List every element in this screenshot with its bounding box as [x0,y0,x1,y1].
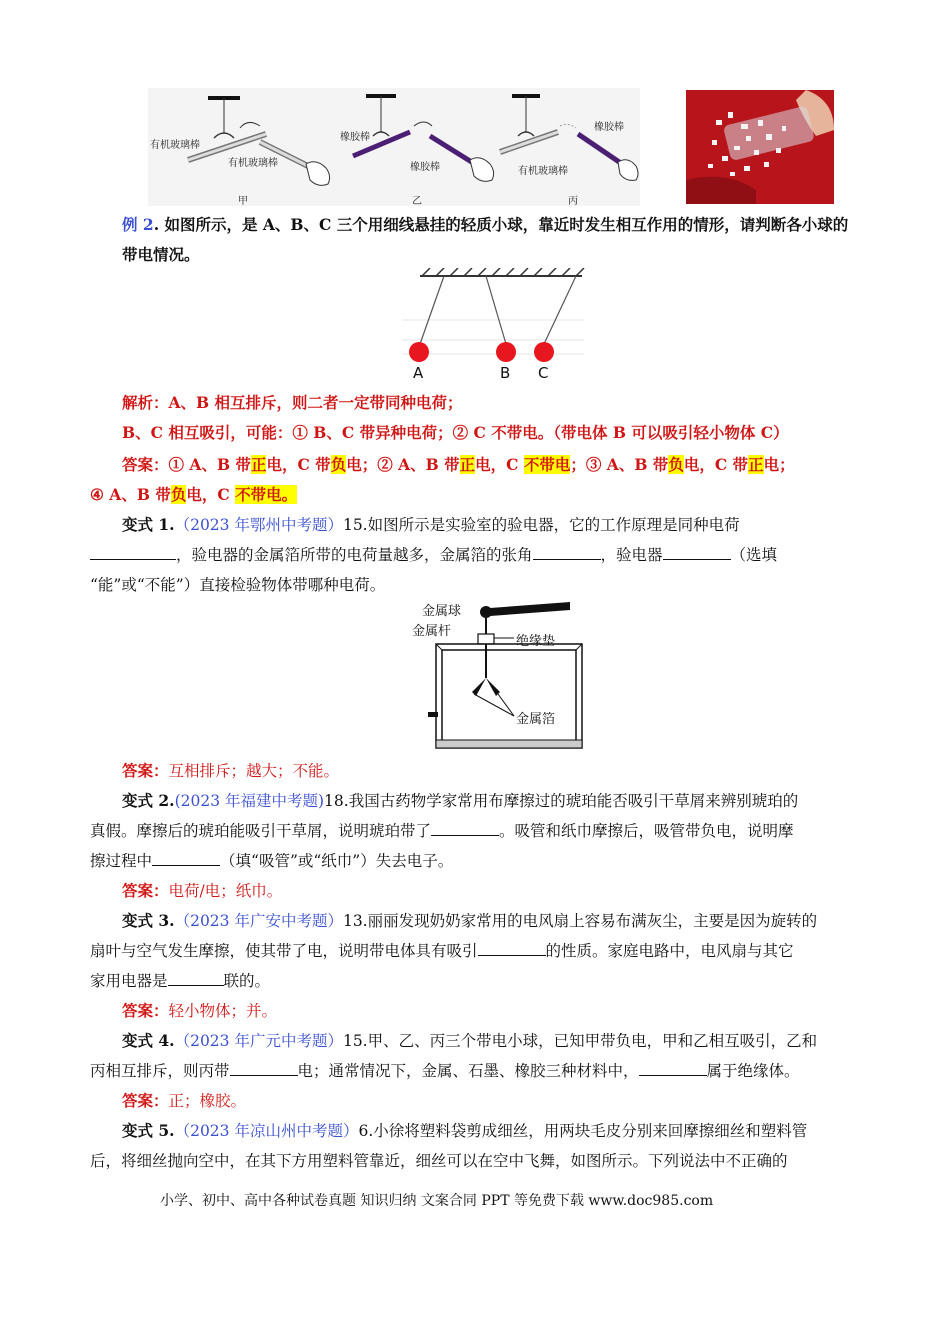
variant4-line1: 变式 4.（2023 年广元中考题）15.甲、乙、丙三个带电小球，已知甲带负电，甲和乙相互吸引，乙和 [122,1031,818,1050]
blank-1[interactable] [90,541,176,560]
blank-2[interactable] [533,541,601,560]
rods-figure [148,88,640,206]
label-metal-rod: 金属杆 [412,624,452,639]
analysis-line1: 解析：A、B 相互排斥，则二者一定带同种电荷； [122,393,463,412]
variant1-label: 变式 1. [122,515,175,534]
page-footer: 小学、初中、高中各种试卷真题 知识归纳 文案合同 PPT 等免费下载 www.doc985.com [160,1193,714,1209]
paper-scraps-photo [686,90,834,204]
rod-label-bing-1: 橡胶棒 [594,122,624,133]
variant4-line2: 丙相互排斥，则丙带 电；通常情况下，金属、石墨、橡胶三种材料中， 属于绝缘体。 [90,1056,862,1086]
rod-label-jia-2: 有机玻璃棒 [228,158,278,169]
label-insulating-pad: 绝缘垫 [516,634,556,649]
variant1-line3: “能”或“不能”）直接检验物体带哪种电荷。 [90,576,386,594]
blank-7[interactable] [168,967,224,986]
rod-label-yi-2: 橡胶棒 [410,162,440,173]
variant5-line2: 后，将细丝抛向空中，在其下方用塑料管靠近，细丝可以在空中飞舞，如图所示。下列说法中不正确的 [90,1152,788,1170]
blank-8[interactable] [230,1057,298,1076]
blank-3[interactable] [663,541,731,560]
variant3-line1: 变式 3.（2023 年广安中考题）13.丽丽发现奶奶家常用的电风扇上容易布满灰尘，主要是因为旋转的 [122,911,818,930]
answer-example2: 答案：① A、B 带正电，C 带负电；② A、B 带正电，C 不带电；③ A、B 带负电，C 带正电； [122,455,795,474]
blank-6[interactable] [478,937,546,956]
pendulum-figure [400,268,586,386]
variant2-answer: 答案：电荷/电；纸巾。 [122,881,283,900]
example2-text: . 如图所示，是 A、B、C 三个用细线悬挂的轻质小球，靠近时发生相互作用的情形，请判断各小球的带电情况。 [122,215,849,264]
variant5-line1: 变式 5.（2023 年凉山州中考题）6.小徐将塑料袋剪成细丝，用两块毛皮分别来回摩擦细丝和塑料管 [122,1121,808,1140]
blank-4[interactable] [431,817,499,836]
caption-jia: 甲 [238,196,248,207]
answer-example2-cont: ④ A、B 带负电，C 不带电。 [90,485,298,504]
variant3-answer: 答案：轻小物体；并。 [122,1001,278,1020]
example2-question [122,210,862,270]
rod-label-jia-1: 有机玻璃棒 [150,140,200,151]
label-metal-ball: 金属球 [422,604,462,619]
ball-b-label: B [500,364,511,382]
variant1-source: （2023 年鄂州中考题） [174,516,343,534]
example2-label: 例 2 [122,215,154,234]
caption-bing: 丙 [568,196,578,207]
label-metal-foil: 金属箔 [516,712,556,727]
variant1-line1: 变式 1.（2023 年鄂州中考题）15.如图所示是实验室的验电器，它的工作原理是同种电荷 [122,515,740,534]
rod-label-yi-1: 橡胶棒 [340,132,370,143]
ball-a-label: A [413,364,424,382]
variant3-line2: 扇叶与空气发生摩擦，使其带了电，说明带电体具有吸引 的性质。家庭电路中，电风扇与其它 [90,936,862,966]
electroscope-figure [410,600,600,752]
variant4-answer: 答案：正；橡胶。 [122,1091,247,1110]
variant1-answer: 答案：互相排斥；越大；不能。 [122,761,340,780]
variant1-line2: ，验电器的金属箔所带的电荷量越多，金属箔的张角 ，验电器 （选填 [90,540,862,570]
blank-9[interactable] [639,1057,707,1076]
variant2-line3: 擦过程中 （填“吸管”或“纸巾”）失去电子。 [90,846,453,876]
blank-5[interactable] [152,847,220,866]
analysis-line2: B、C 相互吸引，可能：① B、C 带异种电荷；② C 不带电。（带电体 B 可以吸引轻小物体 C） [122,423,789,442]
ball-c-label: C [538,364,549,382]
rod-label-bing-2: 有机玻璃棒 [518,166,568,177]
variant2-line1: 变式 2.(2023 年福建中考题)18.我国古药物学家常用布摩擦过的琥珀能否吸引干草屑来辨别琥珀的 [122,791,799,810]
variant2-line2: 真假。摩擦后的琥珀能吸引干草屑，说明琥珀带了 。吸管和纸巾摩擦后，吸管带负电，说明摩 [90,816,862,846]
variant3-line3: 家用电器是 联的。 [90,966,270,996]
caption-yi: 乙 [412,196,422,207]
